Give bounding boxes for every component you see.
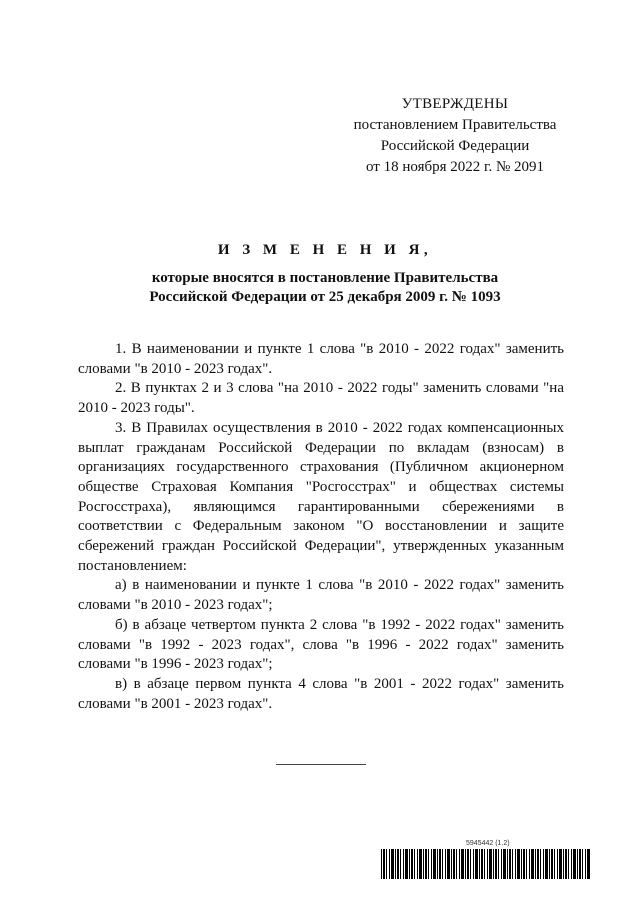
approval-line-1: постановлением Правительства <box>353 117 557 133</box>
end-divider <box>276 764 366 765</box>
document-title: И З М Е Н Е Н И Я, <box>217 242 433 258</box>
document-subtitle-line-1: которые вносятся в постановление Правительства <box>151 270 499 286</box>
document-body <box>78 340 564 714</box>
paragraph-3c: в) в абзаце первом пункта 4 слова "в 2001 - 2022 годах" заменить словами "в 2001 - 2023 годах". <box>78 675 564 712</box>
approval-line-2: Российской Федерации <box>380 138 530 154</box>
barcode <box>381 849 591 879</box>
document-code: 5945442 (1.2) <box>466 840 510 847</box>
document-subtitle-line-2: Российской Федерации от 25 декабря 2009 г. № 1093 <box>149 289 501 305</box>
approval-title: УТВЕРЖДЕНЫ <box>401 96 509 112</box>
paragraph-1: 1. В наименовании и пункте 1 слова "в 2010 - 2022 годах" заменить словами "в 2010 - 2023 годах". <box>78 341 564 377</box>
approval-line-3: от 18 ноября 2022 г. № 2091 <box>365 159 545 175</box>
paragraph-3a: а) в наименовании и пункте 1 слова "в 2010 - 2022 годах" заменить словами "в 2010 - 2023 годах"; <box>78 577 564 614</box>
paragraph-3b: б) в абзаце четвертом пункта 2 слова "в 1992 - 2022 годах" заменить словами "в 1992 - 2023 годах", слова "в 1996 - 2022 годах" заменить словами "в 1996 - 2023 годах"; <box>78 616 564 673</box>
document-heading <box>80 242 570 307</box>
paragraph-3: 3. В Правилах осуществления в 2010 - 2022 годах компенсационных выплат гражданам Российской Федерации по вкладам (взносам) в организациях государственного страхования (Публичном акционерном обществе Страховая Компания "Росгосстрах" и обществах системы Росгосстраха), являющимся гарантированными сбережениями в соответствии с Федеральным законом "О восстановлении и защите сбережений граждан Российской Федерации", утвержденных указанным постановлением: <box>78 419 564 574</box>
paragraph-2: 2. В пунктах 2 и 3 слова "на 2010 - 2022 годы" заменить словами "на 2010 - 2023 годы". <box>78 380 564 417</box>
approval-block <box>340 94 570 178</box>
